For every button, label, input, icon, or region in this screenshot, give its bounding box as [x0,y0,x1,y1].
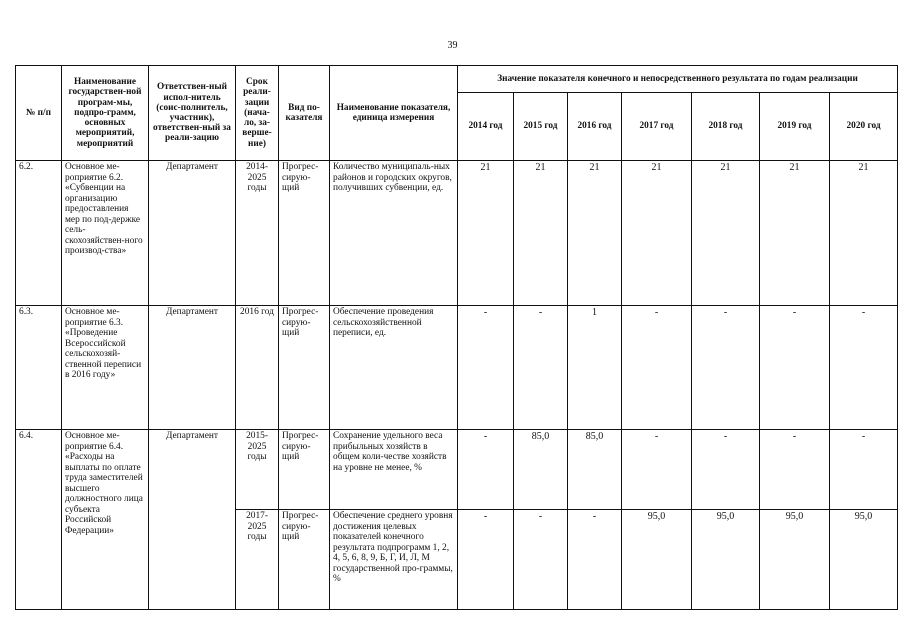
value-cell: 1 [568,306,622,430]
header-responsible: Ответствен-ный испол-нитель (соис-полнитель, участник), ответствен-ный за реали-зацию [149,66,236,161]
value-cell: - [458,306,514,430]
header-type: Вид по-казателя [279,66,330,161]
row-number: 6.3. [16,306,62,430]
indicators-table [15,65,898,610]
period: 2014-2025 годы [236,161,279,306]
program-name: Основное ме-роприятие 6.3. «Проведение Всероссийской сельскохозяй-ственной переписи в 2016 году» [62,306,149,430]
row-number: 6.4. [16,430,62,610]
indicator-name: Обеспечение среднего уровня достижения целевых показателей конечного результата подпрограмм 1, 2, 4, 5, 6, 8, 9, Б, Г, И, Л, М государственной про-граммы, % [330,510,458,610]
value-cell: 21 [458,161,514,306]
value-cell: 95,0 [830,510,898,610]
row-number: 6.2. [16,161,62,306]
value-cell: 21 [692,161,760,306]
value-cell: 21 [760,161,830,306]
value-cell: - [622,430,692,510]
indicator-name: Количество муниципаль-ных районов и городских округов, получивших субвенции, ед. [330,161,458,306]
header-num: № п/п [16,66,62,161]
header-period: Срок реали-зации (нача-ло, за-верше-ние) [236,66,279,161]
header-year: 2015 год [514,93,568,161]
value-cell: - [622,306,692,430]
period: 2015-2025 годы [236,430,279,510]
header-indicator: Наименование показателя, единица измерения [330,66,458,161]
indicator-name: Сохранение удельного веса прибыльных хозяйств в общем коли-честве хозяйств на уровне не менее, % [330,430,458,510]
value-cell: - [458,510,514,610]
period: 2016 год [236,306,279,430]
program-name: Основное ме-роприятие 6.4. «Расходы на выплаты по оплате труда заместителей высшего должностного лица субъекта Российской Федерации» [62,430,149,610]
value-cell: - [514,510,568,610]
value-cell: - [830,306,898,430]
value-cell: 95,0 [760,510,830,610]
value-cell: - [760,430,830,510]
program-name: Основное ме-роприятие 6.2. «Субвенции на организацию предоставления мер по под-держке сель-скохозяйствен-ного производ-ства» [62,161,149,306]
header-year: 2014 год [458,93,514,161]
table-row [16,430,898,510]
value-cell: 21 [830,161,898,306]
header-program: Наименование государствен-ной програм-мы, подпро-грамм, основных мероприятий, мероприятий [62,66,149,161]
value-cell: 21 [514,161,568,306]
header-year: 2020 год [830,93,898,161]
indicator-type: Прогрес-сирую-щий [279,430,330,510]
value-cell: 85,0 [514,430,568,510]
header-year: 2019 год [760,93,830,161]
indicator-type: Прогрес-сирую-щий [279,510,330,610]
responsible: Департамент [149,306,236,430]
responsible: Департамент [149,161,236,306]
table-row [16,306,898,430]
value-cell: - [692,306,760,430]
period: 2017-2025 годы [236,510,279,610]
value-cell: - [458,430,514,510]
responsible: Департамент [149,430,236,610]
table-row [16,161,898,306]
header-values-title: Значение показателя конечного и непосредственного результата по годам реализации [458,66,898,93]
indicator-type: Прогрес-сирую-щий [279,161,330,306]
header-row-1 [16,66,898,93]
value-cell: - [514,306,568,430]
value-cell: - [830,430,898,510]
indicator-type: Прогрес-сирую-щий [279,306,330,430]
value-cell: 85,0 [568,430,622,510]
indicator-name: Обеспечение проведения сельскохозяйственной переписи, ед. [330,306,458,430]
header-year: 2016 год [568,93,622,161]
value-cell: - [568,510,622,610]
value-cell: 21 [568,161,622,306]
value-cell: - [760,306,830,430]
value-cell: 95,0 [622,510,692,610]
header-year: 2018 год [692,93,760,161]
value-cell: 95,0 [692,510,760,610]
value-cell: 21 [622,161,692,306]
header-year: 2017 год [622,93,692,161]
page-number: 39 [447,40,458,51]
value-cell: - [692,430,760,510]
